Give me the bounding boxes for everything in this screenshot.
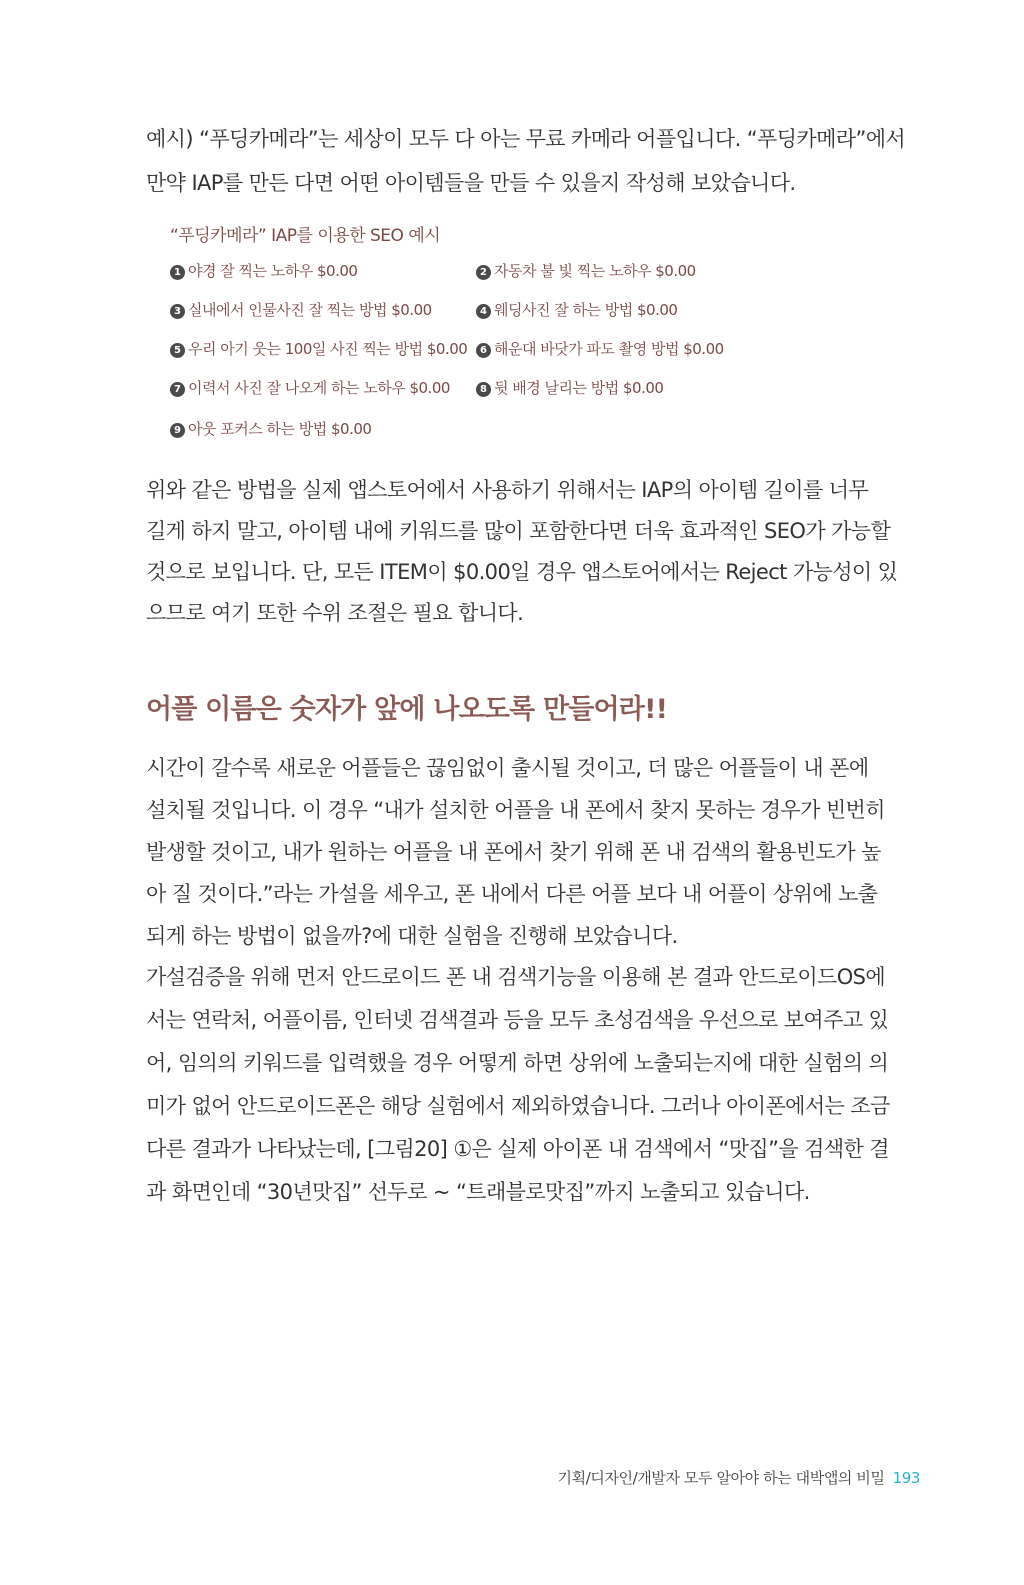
text-line: 설치될 것입니다. 이 경우 “내가 설치한 어플을 내 폰에서 찾지 못하는 경우가 빈번히 — [146, 798, 885, 822]
text-line: 미가 없어 안드로이드폰은 해당 실험에서 제외하였습니다. 그러나 아이폰에서는 조금 — [146, 1094, 890, 1118]
text-line: 예시) “푸딩카메라”는 세상이 모두 다 아는 무료 카메라 어플입니다. “푸딩카메라”에서 — [146, 127, 906, 151]
number-badge: 7 — [170, 382, 185, 397]
text-line: 과 화면인데 “30년맛집” 선두로 ~ “트래블로맛집”까지 노출되고 있습니다. — [146, 1180, 810, 1204]
number-badge: 9 — [170, 423, 185, 438]
example-item-text: 이력서 사진 잘 나오게 하는 노하우 $0.00 — [188, 379, 450, 397]
example-item-text: 아웃 포커스 하는 방법 $0.00 — [188, 420, 372, 438]
example-item-text: 뒷 배경 날리는 방법 $0.00 — [494, 379, 664, 397]
example-item-text: 실내에서 인물사진 잘 찍는 방법 $0.00 — [188, 301, 432, 319]
example-item-text: 웨딩사진 잘 하는 방법 $0.00 — [494, 301, 678, 319]
example-box-title: “푸딩카메라” IAP를 이용한 SEO 예시 — [170, 226, 441, 246]
page-footer — [558, 1467, 920, 1488]
number-badge: 1 — [170, 265, 185, 280]
example-item-8 — [476, 377, 663, 399]
book-title: 기획/디자인/개발자 모두 알아야 하는 대박앱의 비밀 — [557, 1469, 885, 1487]
number-badge: 5 — [170, 343, 185, 358]
example-item-text: 야경 잘 찍는 노하우 $0.00 — [188, 262, 358, 280]
paragraph-seo-note — [146, 470, 898, 634]
text-line: 길게 하지 말고, 아이템 내에 키워드를 많이 포함한다면 더욱 효과적인 SEO가 가능할 — [146, 519, 891, 543]
number-badge: 2 — [476, 265, 491, 280]
paragraph-verification — [146, 956, 890, 1214]
example-item-7 — [170, 377, 450, 399]
example-item-6 — [476, 338, 724, 360]
section-heading: 어플 이름은 숫자가 앞에 나오도록 만들어라!! — [146, 694, 668, 725]
number-badge: 8 — [476, 382, 491, 397]
number-badge: 3 — [170, 304, 185, 319]
page-number: 193 — [892, 1469, 920, 1487]
example-item-5 — [170, 338, 467, 360]
text-line: 어, 임의의 키워드를 입력했을 경우 어떻게 하면 상위에 노출되는지에 대한 실험의 의 — [146, 1051, 889, 1075]
example-item-2 — [476, 260, 696, 282]
example-item-3 — [170, 299, 432, 321]
text-line: 위와 같은 방법을 실제 앱스토어에서 사용하기 위해서는 IAP의 아이템 길이를 너무 — [146, 478, 869, 502]
text-line: 아 질 것이다.”라는 가설을 세우고, 폰 내에서 다른 어플 보다 내 어플이 상위에 노출 — [146, 882, 878, 906]
text-line: 서는 연락처, 어플이름, 인터넷 검색결과 등을 모두 초성검색을 우선으로 보여주고 있 — [146, 1008, 889, 1032]
number-badge: 4 — [476, 304, 491, 319]
text-line: 것으로 보입니다. 단, 모든 ITEM이 $0.00일 경우 앱스토어에서는 Reject 가능성이 있 — [146, 560, 898, 584]
intro-paragraph — [146, 117, 906, 205]
text-line: 만약 IAP를 만든 다면 어떤 아이템들을 만들 수 있을지 작성해 보았습니다. — [146, 171, 796, 195]
example-item-1 — [170, 260, 357, 282]
number-badge: 6 — [476, 343, 491, 358]
text-line: 가설검증을 위해 먼저 안드로이드 폰 내 검색기능을 이용해 본 결과 안드로이드OS에 — [146, 965, 886, 989]
example-item-9 — [170, 418, 371, 440]
example-item-4 — [476, 299, 677, 321]
text-line: 으므로 여기 또한 수위 조절은 필요 합니다. — [146, 601, 524, 625]
example-item-text: 해운대 바닷가 파도 촬영 방법 $0.00 — [494, 340, 724, 358]
text-line: 다른 결과가 나타났는데, [그림20] ①은 실제 아이폰 내 검색에서 “맛집”을 검색한 결 — [146, 1137, 889, 1161]
example-item-text: 자동차 불 빛 찍는 노하우 $0.00 — [494, 262, 696, 280]
text-line: 발생할 것이고, 내가 원하는 어플을 내 폰에서 찾기 위해 폰 내 검색의 활용빈도가 높 — [146, 840, 881, 864]
example-item-text: 우리 아기 웃는 100일 사진 찍는 방법 $0.00 — [188, 340, 468, 358]
paragraph-hypothesis — [146, 747, 886, 957]
text-line: 시간이 갈수록 새로운 어플들은 끊임없이 출시될 것이고, 더 많은 어플들이 내 폰에 — [146, 756, 869, 780]
text-line: 되게 하는 방법이 없을까?에 대한 실험을 진행해 보았습니다. — [146, 924, 678, 948]
